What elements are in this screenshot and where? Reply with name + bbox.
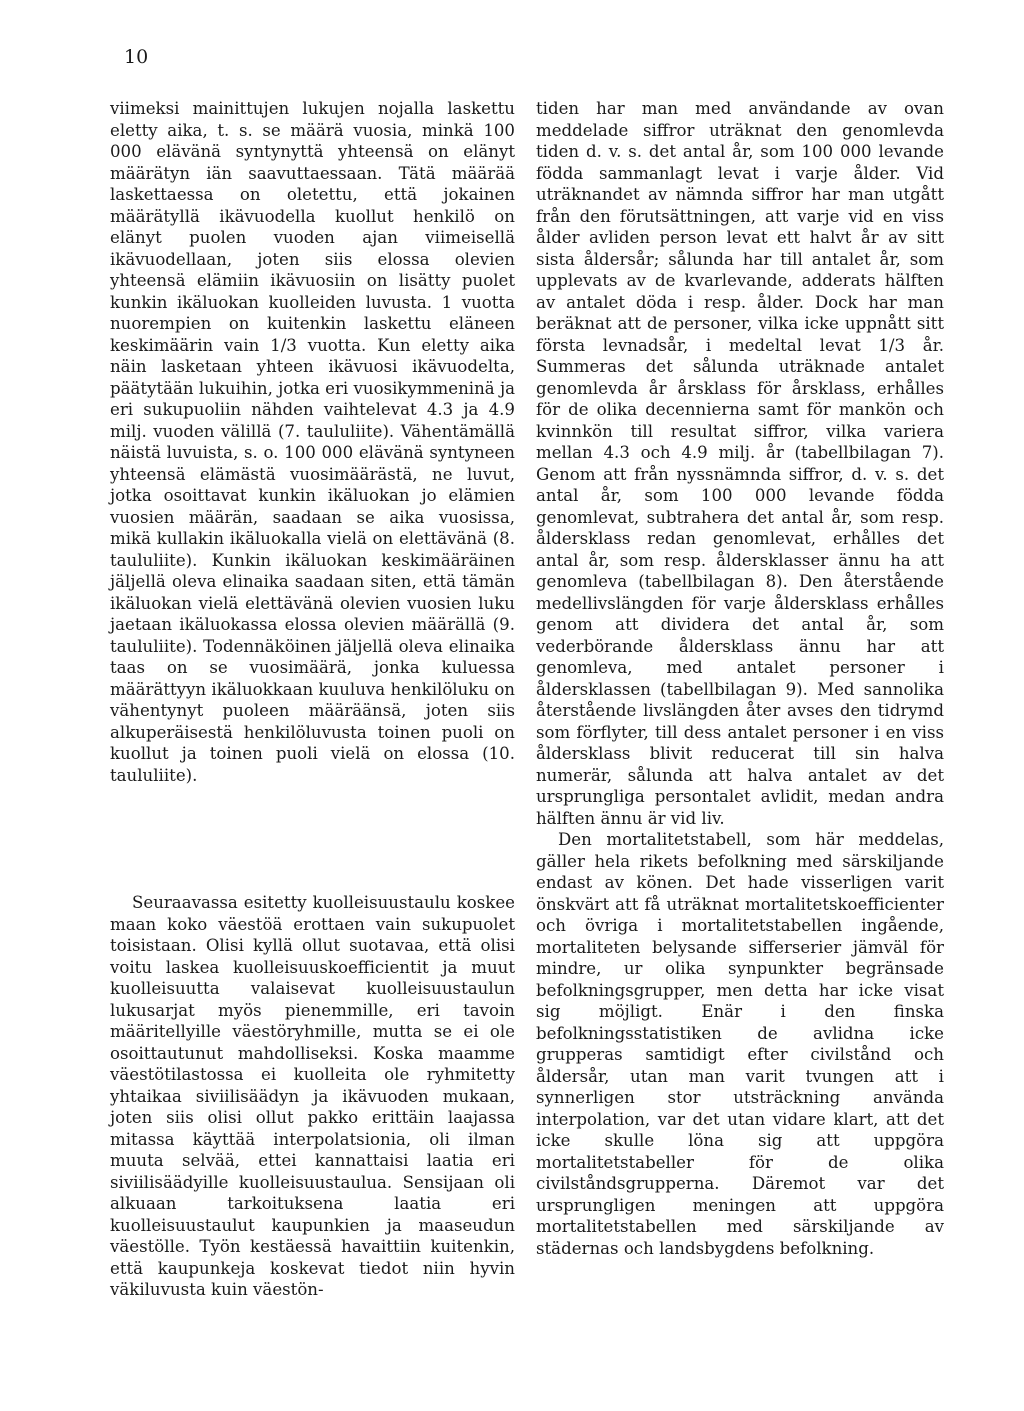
right-column xyxy=(536,98,944,1259)
left-paragraph-1: viimeksi mainittujen lukujen nojalla laskettu eletty aika, t. s. se määrä vuosia, minkä 100 000 elävänä syntynyttä yhteensä on elänyt määrätyn iän saavuttaessaan. Tätä määrää laskettaessa on oletettu, että jokainen määrätyllä ikävuodella kuollut henkilö on elänyt puolen vuoden ajan viimeisellä ikävuodellaan, joten siis elossa olevien yhteensä elämiin ikävuosiin on lisätty puolet kunkin ikäluokan kuolleiden luvusta. 1 vuotta nuorempien on kuitenkin laskettu eläneen keskimäärin vain 1/3 vuotta. Kun eletty aika näin lasketaan yhteen ikävuosi ikävuodelta, päätytään lukuihin, jotka eri vuosikymmeninä ja eri sukupuoliin nähden vaihtelevat 4.3 ja 4.9 milj. vuoden välillä (7. taululiite). Vähentämällä näistä luvuista, s. o. 100 000 elävänä syntyneen yhteensä elämästä vuosimäärästä, ne luvut, jotka osoittavat kunkin ikäluokan jo elämien vuosien määrän, saadaan se aika vuosissa, mikä kullakin ikäluokalla vielä on elettävänä (8. taululiite). Kunkin ikäluokan keskimääräinen jäljellä oleva elinaika saadaan siten, että tämän ikäluokan vielä elettävänä olevien vuosien luku jaetaan ikäluokassa elossa olevien määrällä (9. taululiite). Todennäköinen jäljellä oleva elinaika taas on se vuosimäärä, jonka kuluessa määrättyyn ikäluokkaan kuuluva henkilöluku on vähentynyt puoleen määräänsä, joten siis alkuperäisestä henkilöluvusta toinen puoli on kuollut ja toinen puoli vielä on elossa (10. taululiite). xyxy=(110,99,515,785)
left-paragraph-2: Seuraavassa esitetty kuolleisuustaulu koskee maan koko väestöä erottaen vain sukupuolet toisistaan. Olisi kyllä ollut suotavaa, että olisi voitu laskea kuolleisuuskoefficientit ja muut kuolleisuutta valaisevat kuolleisuustaulun lukusarjat myös pienemmille, eri tavoin määritellyille väestöryhmille, mutta se ei ole osoittautunut mahdolliseksi. Koska maamme väestötilastossa ei kuolleita ole ryhmitetty yhtaikaa siviilisäädyn ja ikävuoden mukaan, joten siis olisi ollut pakko erittäin laajassa mitassa käyttää interpolatsionia, oli ilman muuta selvää, ettei kannattaisi laatia eri siviilisäädyille kuolleisuustaulua. Sensijaan oli alkuaan tarkoituksena laatia eri kuolleisuustaulut kaupunkien ja maaseudun väestölle. Työn kestäessä havaittiin kuitenkin, että kaupunkeja koskevat tiedot niin hyvin väkiluvusta kuin väestön- xyxy=(110,893,515,1299)
paragraph-gap xyxy=(110,786,515,892)
page-number: 10 xyxy=(124,46,149,68)
right-paragraph-1: tiden har man med användande av ovan meddelade siffror uträknat den genomlevda tiden d. v. s. det antal år, som 100 000 levande födda sammanlagt levat i varje ålder. Vid uträknandet av nämnda siffror har man utgått från den förutsättningen, att varje vid en viss ålder avliden person levat ett halvt år av sitt sista åldersår; sålunda har till antalet år, som upplevats av de kvarlevande, adderats hälften av antalet döda i resp. ålder. Dock har man beräknat att de personer, vilka icke uppnått sitt första levnadsår, i medeltal levat 1/3 år. Summeras det sålunda uträknade antalet genomlevda år årsklass för årsklass, erhålles för de olika decennierna samt för mankön och kvinnkön till resultat siffror, vilka variera mellan 4.3 och 4.9 milj. år (tabellbilagan 7). Genom att från nyssnämnda siffror, d. v. s. det antal år, som 100 000 levande födda genomlevat, subtrahera det antal år, som resp. åldersklass redan genomlevat, erhålles det antal år, som resp. åldersklasser ännu ha att genomleva (tabellbilagan 8). Den återstående medellivslängden för varje åldersklass erhålles genom att dividera det antal år, som vederbörande åldersklass ännu har att genomleva, med antalet personer i åldersklassen (tabellbilagan 9). Med sannolika återstående livslängden åter avses den tidrymd som förflyter, till dess antalet personer i en viss åldersklass blivit reducerat till sin halva numerär, sålunda att halva antalet av det ursprungliga persontalet avlidit, medan andra hälften ännu är vid liv. xyxy=(536,99,944,828)
right-paragraph-2: Den mortalitetstabell, som här meddelas, gäller hela rikets befolkning med särskiljande endast av könen. Det hade visserligen varit önskvärt att få uträknat mortalitetskoefficienter och övriga i mortalitetstabellen ingående, mortaliteten belysande sifferserier jämväl för mindre, ur olika synpunkter begränsade befolkningsgrupper, men detta har icke visat sig möjligt. Enär i den finska befolkningsstatistiken de avlidna icke grupperas samtidigt efter civilstånd och åldersår, utan man varit tvungen att i synnerligen stor utsträckning använda interpolation, var det utan vidare klart, att det icke skulle löna sig att uppgöra mortalitetstabeller för de olika civilståndsgrupperna. Däremot var det ursprungligen meningen att uppgöra mortalitetstabellen med särskiljande av städernas och landsbygdens befolkning. xyxy=(536,830,944,1258)
left-column xyxy=(110,98,515,1301)
